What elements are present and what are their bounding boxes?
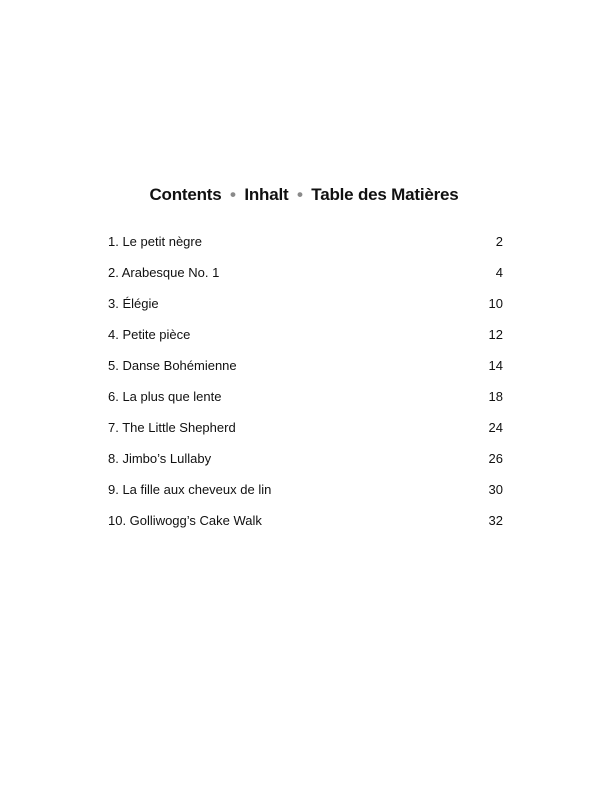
toc-entry-title: 10. Golliwogg’s Cake Walk [108,513,262,528]
toc-entry-page-number: 32 [488,513,503,528]
toc-entry-page-number: 10 [488,296,503,311]
title-inhalt: Inhalt [244,185,289,204]
bullet-separator: • [297,185,303,204]
toc-entry-title: 2. Arabesque No. 1 [108,265,220,280]
toc-entry-title: 8. Jimbo’s Lullaby [108,451,212,466]
toc-entry-title: 9. La fille aux cheveux de lin [108,482,272,497]
toc-entry-page-number: 24 [488,420,503,435]
toc-entry-page-number: 30 [488,482,503,497]
toc-entry-10 [108,512,503,543]
toc-entry-6 [108,388,503,419]
toc-entry-5 [108,357,503,388]
toc-entry-3 [108,295,503,326]
toc-entry-title: 3. Élégie [108,296,159,311]
toc-entry-7 [108,419,503,450]
bullet-separator: • [230,185,236,204]
toc-entry-title: 4. Petite pièce [108,327,191,342]
toc-entry-page-number: 12 [488,327,503,342]
toc-entry-title: 7. The Little Shepherd [108,420,236,435]
toc-entry-page-number: 26 [488,451,503,466]
table-of-contents [108,233,503,543]
title-contents: Contents [149,185,222,204]
toc-entry-4 [108,326,503,357]
toc-entry-9 [108,481,503,512]
toc-entry-8 [108,450,503,481]
toc-entry-page-number: 4 [495,265,503,280]
title-table-des-matieres: Table des Matières [311,185,459,204]
page-title [0,185,608,205]
toc-entry-page-number: 14 [488,358,503,373]
toc-entry-title: 5. Danse Bohémienne [108,358,237,373]
toc-entry-page-number: 2 [495,234,503,249]
toc-entry-1 [108,233,503,264]
toc-entry-2 [108,264,503,295]
toc-entry-page-number: 18 [488,389,503,404]
toc-entry-title: 1. Le petit nègre [108,234,202,249]
toc-entry-title: 6. La plus que lente [108,389,222,404]
